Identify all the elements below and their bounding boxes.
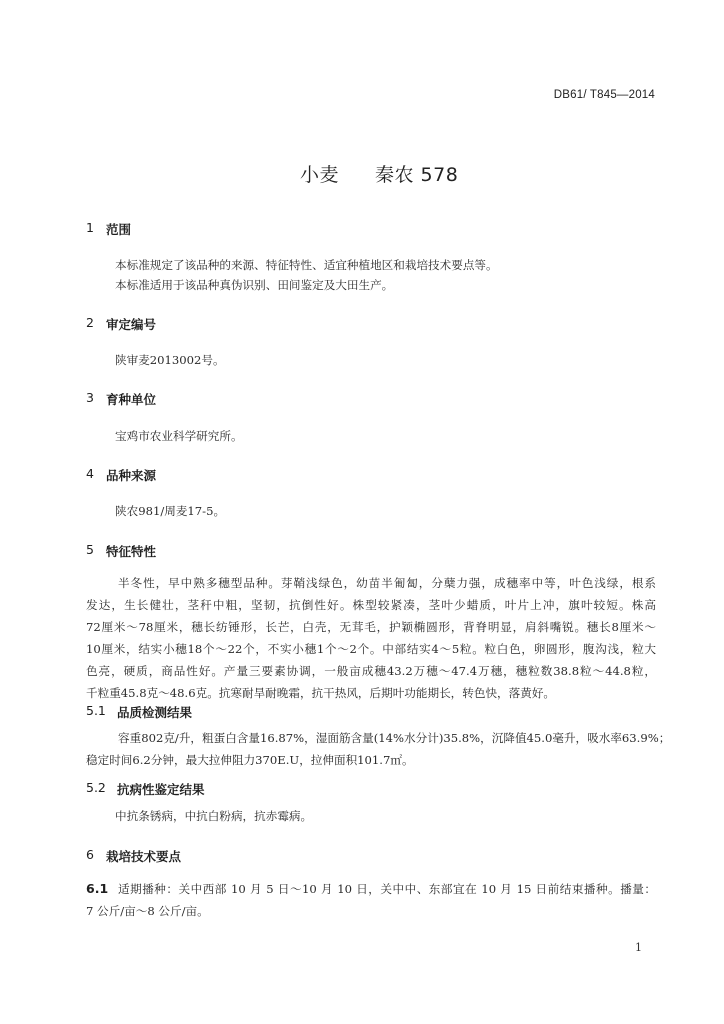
section-4-heading: 品种来源 <box>106 468 157 483</box>
section-6-1-number: 6.1 <box>86 881 109 896</box>
section-5-1-paragraph <box>86 727 671 771</box>
section-5-line: 10厘米，结实小穗18个～22个，不实小穗1个～2个。中部结实4～5粒。粒白色，卵圆形，腹沟浅，粒大 <box>86 642 656 656</box>
section-5-1-heading: 品质检测结果 <box>117 705 193 720</box>
title-crop: 小麦 <box>300 164 340 186</box>
section-5-heading: 特征特性 <box>106 544 157 559</box>
section-5-line: 发达，生长健壮，茎秆中粗，坚韧，抗倒性好。株型较紧凑，茎叶少蜡质，叶片上冲，旗叶较短。株高 <box>86 598 656 612</box>
section-5-2-paragraph-1: 中抗条锈病，中抗白粉病，抗赤霉病。 <box>115 809 313 823</box>
section-1-paragraph-1: 本标准规定了该品种的来源、特征特性、适宜种植地区和栽培技术要点等。 <box>115 258 498 272</box>
section-5-line: 半冬性，早中熟多穗型品种。芽鞘浅绿色，幼苗半匍匐，分蘖力强，成穗率中等，叶色浅绿，根系 <box>118 576 656 590</box>
section-5-number: 5 <box>86 542 94 557</box>
section-6-heading: 栽培技术要点 <box>106 849 182 864</box>
section-5-1-line: 容重802克/升，粗蛋白含量16.87%，湿面筋含量(14%水分计)35.8%，沉降值45.0毫升，吸水率63.9%； <box>118 731 671 745</box>
section-5-1-number: 5.1 <box>86 703 106 718</box>
section-4-paragraph-1: 陕农981/周麦17-5。 <box>115 504 226 518</box>
section-6-number: 6 <box>86 847 94 862</box>
section-6-1-line: 适期播种：关中西部 10 月 5 日～10 月 10 日，关中中、东部宜在 10 月 15 日前结束播种。播量： <box>118 882 656 896</box>
section-5-2-heading: 抗病性鉴定结果 <box>117 782 205 797</box>
section-2-paragraph-1: 陕审麦2013002号。 <box>115 353 225 367</box>
section-3-number: 3 <box>86 390 94 405</box>
section-2-heading: 审定编号 <box>106 317 157 332</box>
standard-code: DB61/ T845—2014 <box>553 89 655 101</box>
section-2-number: 2 <box>86 315 94 330</box>
section-6-1-line: 7 公斤/亩～8 公斤/亩。 <box>86 904 209 918</box>
section-1-heading: 范围 <box>106 222 132 237</box>
section-5-line: 72厘米～78厘米，穗长纺锤形，长芒，白壳，无茸毛，护颖椭圆形，背脊明显，肩斜嘴锐。穗长8厘米～ <box>86 620 656 634</box>
section-5-2-number: 5.2 <box>86 780 106 795</box>
section-6-1-paragraph <box>86 878 656 922</box>
section-3-heading: 育种单位 <box>106 392 157 407</box>
section-5-paragraph <box>86 572 656 704</box>
section-1-number: 1 <box>86 220 94 235</box>
section-1-paragraph-2: 本标准适用于该品种真伪识别、田间鉴定及大田生产。 <box>115 278 394 292</box>
title-variety: 秦农 578 <box>375 164 459 186</box>
page-number: 1 <box>635 941 642 954</box>
section-4-number: 4 <box>86 466 94 481</box>
section-5-1-line: 稳定时间6.2分钟，最大拉伸阻力370E.U，拉伸面积101.7㎡。 <box>86 753 414 767</box>
section-3-paragraph-1: 宝鸡市农业科学研究所。 <box>115 429 243 443</box>
section-5-line: 色亮，硬质，商品性好。产量三要素协调，一般亩成穗43.2万穗～47.4万穗，穗粒数38.8粒～44.8粒， <box>86 664 656 678</box>
section-5-line: 千粒重45.8克～48.6克。抗寒耐旱耐晚霜，抗干热风，后期叶功能期长，转色快，落黄好。 <box>86 686 556 700</box>
